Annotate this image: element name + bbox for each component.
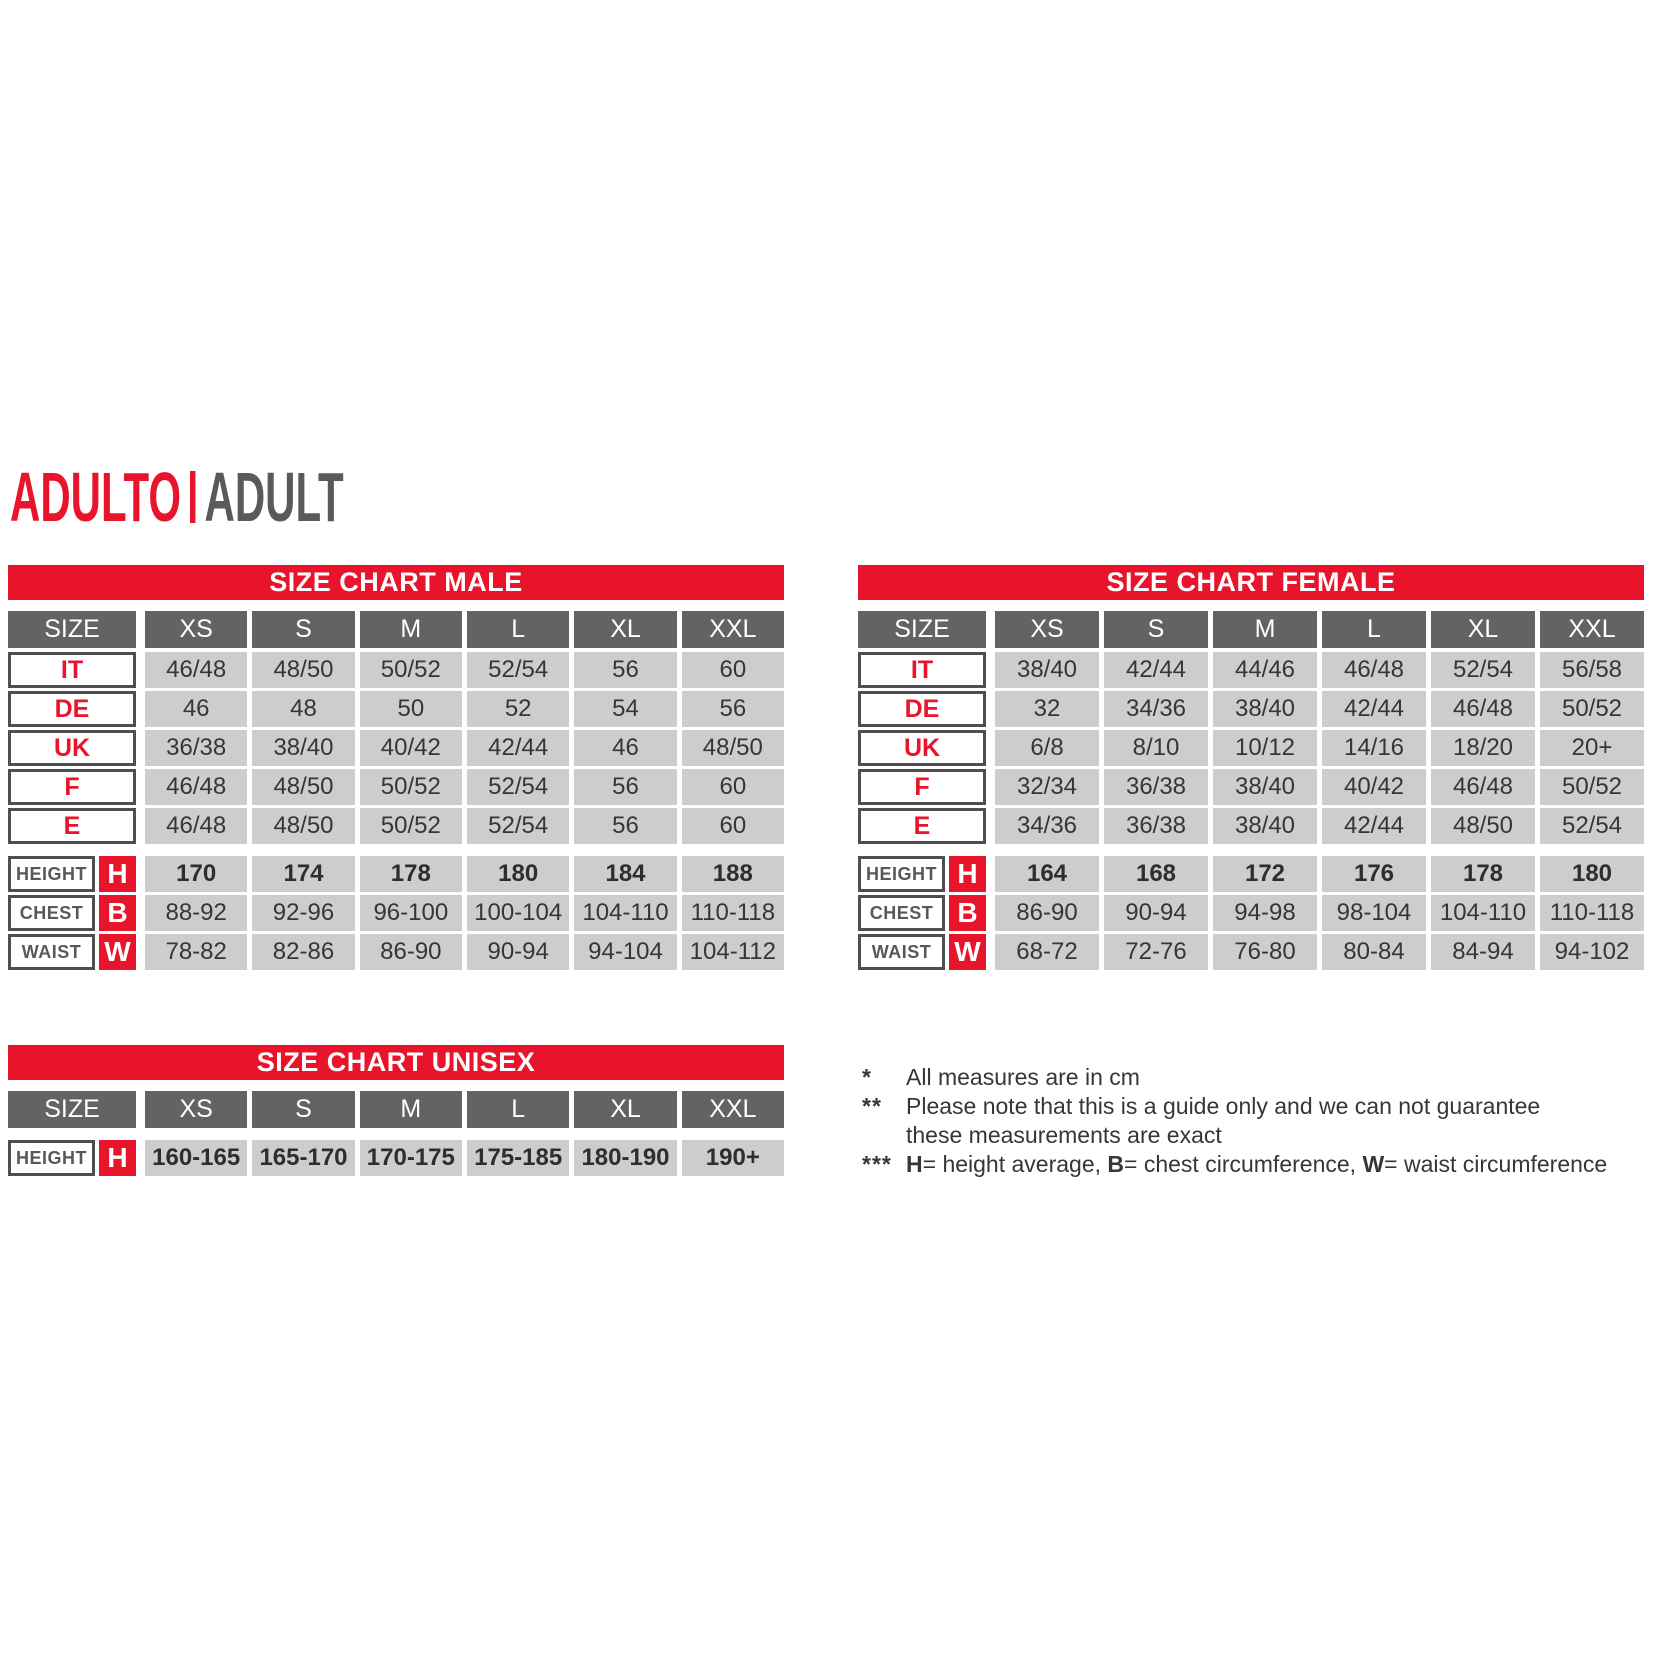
measure-cell: 94-102 [1540, 934, 1644, 970]
measure-letter-b: B [949, 895, 986, 931]
size-cell: 46 [145, 691, 247, 727]
header-cell-m: M [360, 611, 462, 648]
size-cell: 54 [574, 691, 676, 727]
legend-w: W [1362, 1151, 1385, 1177]
size-cell: 38/40 [995, 652, 1099, 688]
row-label-f: F [8, 769, 136, 805]
size-cell: 60 [682, 652, 784, 688]
measure-cell: 188 [682, 856, 784, 892]
measure-cell: 168 [1104, 856, 1208, 892]
header-cell-xl: XL [574, 611, 676, 648]
size-cell: 48/50 [252, 652, 354, 688]
header-cell-s: S [252, 1091, 354, 1128]
footnotes [862, 1063, 1654, 1179]
header-cell-size: SIZE [8, 1091, 136, 1128]
size-chart-female-table [858, 565, 1644, 973]
measure-letter-h: H [99, 1140, 136, 1176]
measure-cell: 180 [1540, 856, 1644, 892]
size-cell: 44/46 [1213, 652, 1317, 688]
header-cell-xs: XS [995, 611, 1099, 648]
table-row-de [858, 691, 1644, 727]
size-cell: 48/50 [252, 769, 354, 805]
size-cell: 42/44 [1104, 652, 1208, 688]
header-cell-m: M [360, 1091, 462, 1128]
footnote-text: All measures are in cm [906, 1064, 1140, 1090]
size-cell: 50/52 [1540, 691, 1644, 727]
row-label-uk: UK [8, 730, 136, 766]
size-cell: 48 [252, 691, 354, 727]
unisex-header-row [8, 1091, 784, 1128]
size-cell: 52/54 [467, 652, 569, 688]
footnote-marker: ** [862, 1093, 882, 1119]
size-cell: 20+ [1540, 730, 1644, 766]
measure-cell: 78-82 [145, 934, 247, 970]
measure-cell: 160-165 [145, 1140, 247, 1176]
female-header-row [858, 611, 1644, 648]
legend-b: B [1107, 1151, 1125, 1177]
footnote-text: Please note that this is a guide only and we can not guarantee these measurements are exact [906, 1093, 1541, 1148]
measure-label-height: HEIGHT [858, 856, 945, 892]
size-cell: 48/50 [1431, 808, 1535, 844]
measure-cell: 178 [1431, 856, 1535, 892]
table-row-waist [8, 934, 784, 970]
size-cell: 40/42 [360, 730, 462, 766]
table-row-uk [8, 730, 784, 766]
measure-letter-h: H [949, 856, 986, 892]
footnote-text [906, 1150, 1654, 1179]
size-cell: 38/40 [1213, 808, 1317, 844]
measure-letter-w: W [949, 934, 986, 970]
footnote-measures-cm [862, 1063, 1654, 1092]
measure-cell: 175-185 [467, 1140, 569, 1176]
size-cell: 18/20 [1431, 730, 1535, 766]
measure-label-height: HEIGHT [8, 856, 95, 892]
measure-cell: 110-118 [1540, 895, 1644, 931]
table-row-e [8, 808, 784, 844]
row-label-it: IT [8, 652, 136, 688]
female-table-title: SIZE CHART FEMALE [858, 565, 1644, 600]
size-cell: 46 [574, 730, 676, 766]
title-adult: ADULT [204, 458, 344, 536]
row-label-de: DE [8, 691, 136, 727]
measure-letter-h: H [99, 856, 136, 892]
header-cell-l: L [1322, 611, 1426, 648]
header-cell-xxl: XXL [682, 1091, 784, 1128]
footnote-marker: *** [862, 1151, 892, 1177]
table-row-f [8, 769, 784, 805]
size-cell: 42/44 [1322, 808, 1426, 844]
table-row-it [8, 652, 784, 688]
row-label-uk: UK [858, 730, 986, 766]
size-cell: 10/12 [1213, 730, 1317, 766]
measure-cell: 100-104 [467, 895, 569, 931]
size-cell: 50/52 [360, 652, 462, 688]
header-cell-xl: XL [574, 1091, 676, 1128]
size-cell: 48/50 [682, 730, 784, 766]
table-row-f [858, 769, 1644, 805]
page-title [10, 458, 344, 536]
measure-cell: 86-90 [995, 895, 1099, 931]
header-cell-xl: XL [1431, 611, 1535, 648]
size-cell: 38/40 [1213, 769, 1317, 805]
measure-cell: 104-110 [574, 895, 676, 931]
measure-cell: 68-72 [995, 934, 1099, 970]
footnote-guide-only [862, 1092, 1654, 1150]
measure-label-waist: WAIST [858, 934, 945, 970]
measure-cell: 190+ [682, 1140, 784, 1176]
male-header-row [8, 611, 784, 648]
measure-cell: 176 [1322, 856, 1426, 892]
size-cell: 60 [682, 769, 784, 805]
size-cell: 50/52 [360, 808, 462, 844]
size-cell: 34/36 [995, 808, 1099, 844]
measure-cell: 88-92 [145, 895, 247, 931]
table-row-chest [8, 895, 784, 931]
size-cell: 56 [574, 769, 676, 805]
header-cell-size: SIZE [8, 611, 136, 648]
measure-cell: 180-190 [574, 1140, 676, 1176]
measure-cell: 96-100 [360, 895, 462, 931]
measure-cell: 170 [145, 856, 247, 892]
header-cell-size: SIZE [858, 611, 986, 648]
measure-cell: 72-76 [1104, 934, 1208, 970]
measure-cell: 92-96 [252, 895, 354, 931]
row-label-e: E [858, 808, 986, 844]
header-cell-xs: XS [145, 1091, 247, 1128]
size-cell: 46/48 [1322, 652, 1426, 688]
size-cell: 48/50 [252, 808, 354, 844]
size-cell: 6/8 [995, 730, 1099, 766]
size-chart-unisex-table [8, 1045, 784, 1179]
header-cell-xs: XS [145, 611, 247, 648]
measure-label-chest: CHEST [858, 895, 945, 931]
size-cell: 50/52 [1540, 769, 1644, 805]
header-cell-xxl: XXL [682, 611, 784, 648]
measure-cell: 172 [1213, 856, 1317, 892]
footnote-legend [862, 1150, 1654, 1179]
unisex-table-title: SIZE CHART UNISEX [8, 1045, 784, 1080]
size-cell: 40/42 [1322, 769, 1426, 805]
row-label-f: F [858, 769, 986, 805]
header-cell-s: S [252, 611, 354, 648]
measure-cell: 104-112 [682, 934, 784, 970]
size-cell: 34/36 [1104, 691, 1208, 727]
table-row-height [858, 856, 1644, 892]
table-row-waist [858, 934, 1644, 970]
size-cell: 56 [574, 808, 676, 844]
male-table-title: SIZE CHART MALE [8, 565, 784, 600]
legend-height-text: = height average, [922, 1151, 1108, 1177]
measure-cell: 165-170 [252, 1140, 354, 1176]
table-row-e [858, 808, 1644, 844]
size-cell: 46/48 [1431, 691, 1535, 727]
size-cell: 8/10 [1104, 730, 1208, 766]
row-label-it: IT [858, 652, 986, 688]
size-cell: 50/52 [360, 769, 462, 805]
size-cell: 56 [682, 691, 784, 727]
size-cell: 52/54 [1431, 652, 1535, 688]
measure-label-chest: CHEST [8, 895, 95, 931]
size-cell: 52 [467, 691, 569, 727]
measure-cell: 170-175 [360, 1140, 462, 1176]
size-cell: 46/48 [1431, 769, 1535, 805]
measure-cell: 84-94 [1431, 934, 1535, 970]
measure-cell: 184 [574, 856, 676, 892]
measure-cell: 90-94 [467, 934, 569, 970]
header-cell-m: M [1213, 611, 1317, 648]
measure-cell: 104-110 [1431, 895, 1535, 931]
title-separator [190, 471, 195, 523]
title-adulto: ADULTO [10, 458, 182, 536]
measure-cell: 80-84 [1322, 934, 1426, 970]
legend-chest-text: = chest circumference, [1124, 1151, 1363, 1177]
measure-letter-b: B [99, 895, 136, 931]
size-cell: 38/40 [1213, 691, 1317, 727]
header-cell-l: L [467, 1091, 569, 1128]
size-cell: 42/44 [467, 730, 569, 766]
measure-cell: 98-104 [1322, 895, 1426, 931]
size-cell: 52/54 [467, 769, 569, 805]
measure-cell: 110-118 [682, 895, 784, 931]
size-cell: 32 [995, 691, 1099, 727]
measure-cell: 86-90 [360, 934, 462, 970]
measure-cell: 180 [467, 856, 569, 892]
header-cell-l: L [467, 611, 569, 648]
measure-cell: 94-104 [574, 934, 676, 970]
size-cell: 56 [574, 652, 676, 688]
measure-cell: 94-98 [1213, 895, 1317, 931]
footnote-marker: * [862, 1064, 872, 1090]
table-row-de [8, 691, 784, 727]
size-cell: 46/48 [145, 808, 247, 844]
size-cell: 52/54 [467, 808, 569, 844]
legend-waist-text: = waist circumference [1384, 1151, 1608, 1177]
size-cell: 38/40 [252, 730, 354, 766]
table-row-height [8, 856, 784, 892]
row-label-de: DE [858, 691, 986, 727]
measure-cell: 82-86 [252, 934, 354, 970]
size-cell: 36/38 [145, 730, 247, 766]
size-cell: 36/38 [1104, 769, 1208, 805]
size-cell: 14/16 [1322, 730, 1426, 766]
measure-letter-w: W [99, 934, 136, 970]
header-cell-xxl: XXL [1540, 611, 1644, 648]
size-cell: 60 [682, 808, 784, 844]
table-row-height [8, 1140, 784, 1176]
size-cell: 42/44 [1322, 691, 1426, 727]
size-chart-male-table [8, 565, 784, 973]
table-row-uk [858, 730, 1644, 766]
measure-cell: 90-94 [1104, 895, 1208, 931]
size-cell: 56/58 [1540, 652, 1644, 688]
size-cell: 52/54 [1540, 808, 1644, 844]
legend-h: H [906, 1151, 923, 1177]
size-cell: 32/34 [995, 769, 1099, 805]
size-cell: 50 [360, 691, 462, 727]
size-cell: 46/48 [145, 769, 247, 805]
header-cell-s: S [1104, 611, 1208, 648]
table-row-it [858, 652, 1644, 688]
measure-cell: 164 [995, 856, 1099, 892]
row-label-e: E [8, 808, 136, 844]
measure-label-waist: WAIST [8, 934, 95, 970]
measure-cell: 76-80 [1213, 934, 1317, 970]
measure-cell: 174 [252, 856, 354, 892]
measure-label-height: HEIGHT [8, 1140, 95, 1176]
table-row-chest [858, 895, 1644, 931]
measure-cell: 178 [360, 856, 462, 892]
size-cell: 46/48 [145, 652, 247, 688]
size-cell: 36/38 [1104, 808, 1208, 844]
